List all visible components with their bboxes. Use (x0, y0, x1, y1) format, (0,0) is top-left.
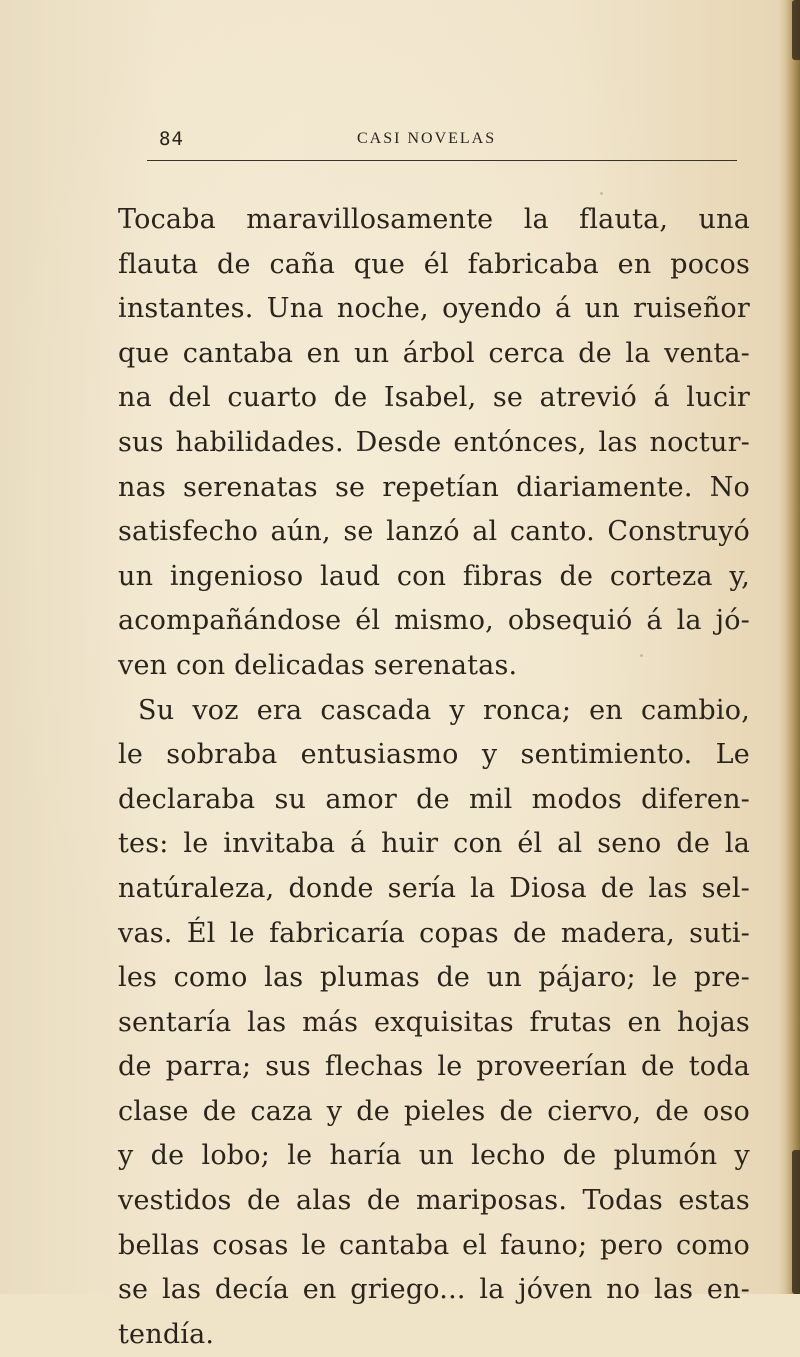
page-number: 84 (159, 128, 184, 150)
paper-speck (600, 192, 603, 195)
text-line: Su voz era cascada y ronca; en cambio, (138, 694, 750, 726)
text-line: un ingenioso laud con fibras de corteza y, (118, 560, 750, 592)
page-edge-shadow (778, 0, 800, 1294)
text-line: acompañándose él mismo, obsequió á la jó- (118, 605, 750, 637)
text-line: instantes. Una noche, oyendo á un ruiseñor (118, 293, 750, 325)
text-line: les como las plumas de un pájaro; le pre- (118, 962, 750, 994)
body-text (118, 198, 750, 1357)
running-title: CASI NOVELAS (357, 130, 497, 147)
running-head (147, 126, 737, 161)
text-line: ven con delicadas serenatas. (118, 649, 518, 681)
text-line: bellas cosas le cantaba el fauno; pero como (118, 1229, 750, 1261)
text-line: tendía. (118, 1318, 215, 1350)
text-line: na del cuarto de Isabel, se atrevió á lucir (118, 382, 750, 414)
text-line: natúraleza, donde sería la Diosa de las sel- (118, 872, 750, 904)
text-line: le sobraba entusiasmo y sentimiento. Le (118, 739, 750, 771)
text-line: tes: le invitaba á huir con él al seno de la (118, 828, 750, 860)
text-line: declaraba su amor de mil modos diferen- (118, 783, 750, 815)
text-line: se las decía en griego... la jóven no las en- (118, 1274, 750, 1306)
text-line: nas serenatas se repetían diariamente. No (118, 471, 750, 503)
text-line: vas. Él le fabricaría copas de madera, suti- (118, 917, 750, 949)
text-line: satisfecho aún, se lanzó al canto. Construyó (118, 516, 750, 548)
text-line: vestidos de alas de mariposas. Todas estas (118, 1185, 750, 1217)
text-line: y de lobo; le haría un lecho de plumón y (118, 1140, 750, 1172)
text-line: de parra; sus flechas le proveerían de toda (118, 1051, 750, 1083)
text-line: clase de caza y de pieles de ciervo, de oso (118, 1095, 750, 1127)
text-line: sentaría las más exquisitas frutas en hojas (118, 1006, 750, 1038)
text-line: sus habilidades. Desde entónces, las noctur- (118, 426, 750, 458)
text-line: Tocaba maravillosamente la flauta, una (118, 204, 750, 235)
page-edge-mark (792, 1150, 800, 1294)
page-edge-mark (792, 0, 800, 60)
text-line: que cantaba en un árbol cerca de la venta- (118, 337, 750, 369)
text-line: flauta de caña que él fabricaba en pocos (118, 248, 750, 280)
